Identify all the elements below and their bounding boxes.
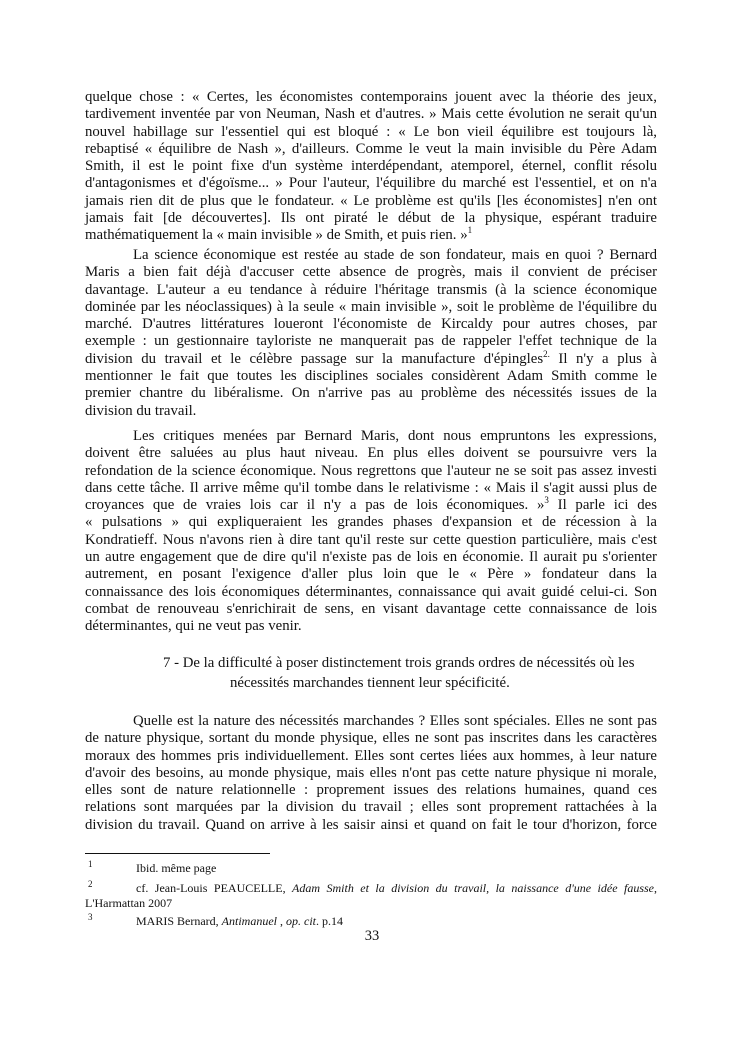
text-segment: Il parle ici des bbox=[548, 497, 658, 514]
text-line bbox=[85, 730, 657, 747]
paragraph-2 bbox=[85, 247, 657, 420]
footnote-number: 3 bbox=[88, 912, 93, 922]
text-segment: dominée par les néoclassiques) à la seule « main invisible », soit le problème de l'équilibre du bbox=[85, 298, 657, 315]
text-segment: Maris a bien fait déjà d'accuser cette absence de progrès, mais il convient de préciser bbox=[85, 264, 657, 281]
footnote-reference: 1 bbox=[467, 225, 473, 236]
text-line bbox=[85, 618, 657, 635]
text-segment: « pulsations » qui expliqueraient les grandes phases d'expansion et de récession à la bbox=[85, 514, 657, 531]
text-segment: rebaptisé « équilibre de Nash », d'ailleurs. Comme le veut la main invisible du Père Adam bbox=[85, 140, 657, 157]
text-segment: moraux des hommes pris individuellement. Elles sont certes liées aux hommes, à leur nature bbox=[85, 747, 657, 764]
text-segment: Les critiques menées par Bernard Maris, dont nous empruntons les expressions, bbox=[133, 428, 657, 444]
footnote-text: Ibid. même page bbox=[136, 861, 217, 875]
text-segment: connaissance des lois économiques déterminantes, connaissance qui avait guidé celui-ci. Son bbox=[85, 583, 657, 600]
footnote-text bbox=[85, 914, 657, 929]
text-segment: exemple : un gestionnaire tayloriste ne manquerait pas de rappeler l'effet technique de la bbox=[85, 333, 657, 350]
text-segment: elles sont de nature relationnelle : proprement issues des relations humaines, quand ces bbox=[85, 782, 657, 799]
footnote-reference: 3 bbox=[544, 495, 549, 506]
text-line bbox=[85, 193, 657, 210]
footnote-punct: , bbox=[277, 914, 286, 928]
footnote-1 bbox=[85, 861, 657, 876]
paragraph-3 bbox=[85, 428, 657, 636]
footnote-author: MARIS Bernard, bbox=[136, 914, 222, 928]
footnote-page: . p.14 bbox=[316, 914, 343, 928]
text-line bbox=[85, 463, 657, 480]
page-number: 33 bbox=[364, 928, 380, 944]
text-line bbox=[85, 299, 657, 316]
text-segment: Kondratieff. Nous n'avons rien à dire tant qu'il reste sur cette question particulière, mais c'est bbox=[85, 531, 657, 548]
text-line bbox=[85, 247, 657, 264]
footnote-title: Antimanuel bbox=[221, 914, 277, 928]
footnote-punct: , bbox=[654, 881, 657, 895]
text-segment: nouvel habillage sur l'essentiel qui est bloqué : « Le bon vieil équilibre est toujours là, bbox=[85, 123, 657, 140]
text-line bbox=[85, 713, 657, 730]
text-line bbox=[85, 106, 657, 123]
text-line bbox=[85, 403, 657, 420]
text-segment: tardivement inventée par von Neuman, Nash et d'autres. » Mais cette évolution ne serait qu'un bbox=[85, 106, 657, 123]
text-line bbox=[85, 368, 657, 385]
text-line bbox=[85, 264, 657, 281]
text-line bbox=[85, 158, 657, 175]
text-segment: marché. D'autres littératures loueront l'économiste de Kircaldy pour autres choses, par bbox=[85, 316, 657, 333]
text-segment: division du travail. Quand on arrive à les saisir ainsi et quand on fait le tour d'horizon, force bbox=[85, 816, 657, 833]
text-segment: combat de renouveau s'enrichirait de sens, en visant davantage cette connaissance de lois bbox=[85, 600, 657, 617]
footnote-number: 1 bbox=[88, 859, 93, 869]
text-segment: d'avoir des besoins, au monde physique, mais elles n'ont pas cette nature physique ni morale, bbox=[85, 764, 657, 781]
footnote-continuation: L'Harmattan 2007 bbox=[85, 896, 173, 910]
text-line bbox=[85, 480, 657, 497]
text-line bbox=[85, 584, 657, 601]
text-segment: davantage. L'auteur a eu tendance à réduire l'héritage transmis (à la science économique bbox=[85, 281, 657, 298]
text-segment: croyances que de vraies lois car il n'y a pas de lois économiques. » bbox=[85, 497, 545, 514]
text-line bbox=[85, 316, 657, 333]
text-segment: jamais rien dit de plus que le fondateur. « Le problème est qu'ils [les économistes] n'en ont bbox=[85, 192, 657, 209]
text-segment: division du travail. bbox=[85, 402, 197, 419]
text-line bbox=[85, 765, 657, 782]
text-segment: autrement, en posant l'exigence d'aller plus loin que le « Père » fondateur dans la bbox=[85, 566, 657, 583]
text-segment: déterminantes, qui ne veut pas venir. bbox=[85, 618, 302, 635]
text-line bbox=[85, 333, 657, 350]
text-segment: jamais fait [de découvertes]. Ils ont piraté le début de la physique, espérant traduire bbox=[85, 210, 657, 227]
paragraph-4 bbox=[85, 713, 657, 834]
footnote-number: 2 bbox=[88, 879, 93, 889]
text-line bbox=[85, 348, 657, 368]
text-line bbox=[85, 124, 657, 141]
footnote-separator bbox=[85, 853, 270, 854]
section-heading-line-2: nécessités marchandes tiennent leur spécificité. bbox=[230, 675, 510, 691]
text-segment: Smith, il est le point fixe d'un système interdépendant, atemporel, éternel, conflit résolu bbox=[85, 158, 657, 175]
text-line bbox=[85, 227, 657, 244]
text-line bbox=[85, 497, 657, 514]
text-segment: premier chantre du libéralisme. On n'arrive pas au problème des nécessités issues de la bbox=[85, 385, 657, 402]
text-line bbox=[85, 748, 657, 765]
section-heading-line-1: 7 - De la difficulté à poser distinctement trois grands ordres de nécessités où les bbox=[163, 655, 635, 671]
text-segment: refondation de la science économique. Nous regrettons que l'auteur ne se soit pas assez investi bbox=[85, 462, 657, 479]
footnote-3 bbox=[85, 914, 657, 929]
text-line bbox=[85, 428, 657, 445]
text-segment: La science économique est restée au stade de son fondateur, mais en quoi ? Bernard bbox=[133, 247, 657, 263]
text-line bbox=[85, 566, 657, 583]
text-line bbox=[85, 514, 657, 531]
footnote-opcit: op. cit bbox=[286, 914, 316, 928]
text-line bbox=[85, 782, 657, 799]
text-line bbox=[85, 817, 657, 834]
text-line bbox=[85, 532, 657, 549]
footnote-author: cf. Jean-Louis PEAUCELLE, bbox=[136, 881, 293, 895]
footnote-reference: 2. bbox=[543, 348, 550, 359]
section-heading bbox=[85, 653, 657, 693]
text-line bbox=[85, 445, 657, 462]
text-line bbox=[85, 89, 657, 106]
text-segment: doivent être saluées au plus haut niveau. En plus elles doivent se poursuivre vers la bbox=[85, 445, 657, 462]
footnote-text bbox=[85, 881, 657, 896]
text-line bbox=[85, 549, 657, 566]
text-segment: dans cette tâche. Il arrive même qu'il tombe dans le relativisme : « Mais il s'agit aussi plus de bbox=[85, 479, 657, 496]
text-segment: un autre engagement que de dire qu'il n'existe pas de lois en économie. Il aurait pu s'orienter bbox=[85, 549, 657, 566]
text-line bbox=[85, 175, 657, 192]
text-segment: mentionner le fait que toutes les disciplines sociales considèrent Adam Smith comme le bbox=[85, 368, 657, 385]
text-line bbox=[85, 282, 657, 299]
paragraph-1 bbox=[85, 89, 657, 245]
footnote-2 bbox=[85, 881, 657, 911]
text-segment: Il n'y a plus à bbox=[549, 350, 657, 367]
text-segment: d'antagonismes et d'égoïsme... » Pour l'auteur, l'équilibre du marché est l'essentiel, et on n'a bbox=[85, 175, 657, 192]
text-segment: mathématiquement la « main invisible » de Smith, et puis rien. » bbox=[85, 227, 468, 244]
text-segment: Quelle est la nature des nécessités marchandes ? Elles sont spéciales. Elles ne sont pas bbox=[133, 713, 657, 729]
text-line bbox=[85, 385, 657, 402]
text-segment: de nature physique, sortant du monde physique, elles ne sont pas inscrites dans les caractères bbox=[85, 730, 657, 747]
text-segment: quelque chose : « Certes, les économistes contemporains jouent avec la théorie des jeux, bbox=[85, 89, 657, 105]
text-segment: division du travail et le célèbre passage sur la manufacture d'épingles bbox=[85, 350, 544, 367]
text-line bbox=[85, 141, 657, 158]
text-line bbox=[85, 799, 657, 816]
text-line bbox=[85, 601, 657, 618]
text-segment: relations sont marquées par la division du travail ; elles sont proprement rattachées à la bbox=[85, 799, 657, 816]
footnote-title: Adam Smith et la division du travail, la naissance d'une idée fausse bbox=[292, 881, 654, 895]
text-line bbox=[85, 210, 657, 227]
